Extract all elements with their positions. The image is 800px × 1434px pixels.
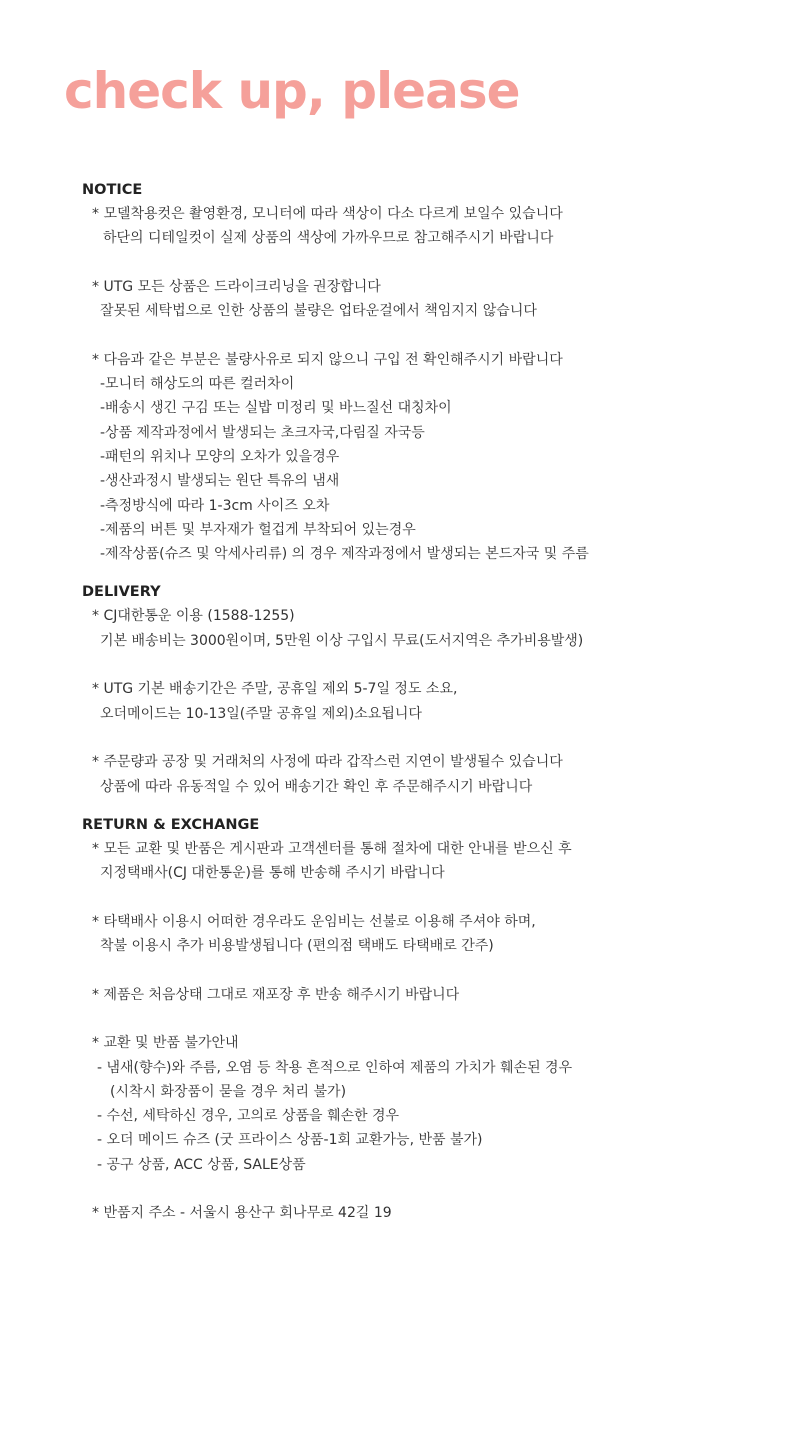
text-line: -패턴의 위치나 모양의 오차가 있을경우: [100, 448, 340, 465]
bullet-item: * 주문량과 공장 및 거래처의 사정에 따라 갑작스런 지연이 발생될수 있습니다: [92, 754, 563, 771]
text-line: 상품에 따라 유동적일 수 있어 배송기간 확인 후 주문해주시기 바랍니다: [100, 778, 533, 795]
section-return-exchange: [0, 813, 800, 1226]
text-line: -측정방식에 따라 1-3cm 사이즈 오차: [100, 497, 330, 514]
bullet-item: * CJ대한통운 이용 (1588-1255): [92, 608, 295, 625]
spacer: [0, 653, 800, 677]
text-line: - 오더 메이드 슈즈 (굿 프라이스 상품-1회 교환가능, 반품 불가): [97, 1132, 483, 1149]
text-line: (시착시 화장품이 묻을 경우 처리 불가): [110, 1083, 347, 1100]
section-delivery: [0, 580, 800, 798]
text-line: -제작상품(슈즈 및 악세사리류) 의 경우 제작과정에서 발생되는 본드자국 및 주름: [100, 546, 589, 563]
bullet-item: * 타택배사 이용시 어떠한 경우라도 운임비는 선불로 이용해 주셔야 하며,: [92, 913, 536, 930]
section-heading: NOTICE: [82, 182, 143, 198]
policy-content: [0, 178, 800, 1226]
text-line: -모니터 해상도의 따른 컬러차이: [100, 376, 295, 393]
bullet-item: * UTG 모든 상품은 드라이크리닝을 권장합니다: [92, 278, 381, 295]
spacer: [0, 726, 800, 750]
spacer: [0, 1177, 800, 1201]
bullet-item: * 모든 교환 및 반품은 게시판과 고객센터를 통해 절차에 대한 안내를 받으신 후: [92, 840, 572, 857]
text-line: -상품 제작과정에서 발생되는 초크자국,다림질 자국등: [100, 424, 425, 441]
spacer: [0, 1007, 800, 1031]
text-line: -제품의 버튼 및 부자재가 헐겁게 부착되어 있는경우: [100, 521, 416, 538]
text-line: 착불 이용시 추가 비용발생됩니다 (편의점 택배도 타택배로 간주): [100, 938, 494, 955]
section-gap: [0, 799, 800, 813]
page-title: check up, please: [64, 62, 520, 120]
text-line: 오더메이드는 10-13일(주말 공휴일 제외)소요됩니다: [100, 705, 422, 722]
bullet-item: * 제품은 처음상태 그대로 재포장 후 반송 해주시기 바랍니다: [92, 986, 460, 1003]
text-line: - 수선, 세탁하신 경우, 고의로 상품을 훼손한 경우: [97, 1108, 400, 1125]
section-gap: [0, 566, 800, 580]
spacer: [0, 251, 800, 275]
section-heading: DELIVERY: [82, 584, 161, 601]
bullet-item: * 다음과 같은 부분은 불량사유로 되지 않으니 구입 전 확인해주시기 바랍니다: [92, 351, 563, 368]
text-line: 기본 배송비는 3000원이며, 5만원 이상 구입시 무료(도서지역은 추가비용발생): [100, 632, 584, 649]
spacer: [0, 958, 800, 982]
bullet-item: * 모델착용컷은 촬영환경, 모니터에 따라 색상이 다소 다르게 보일수 있습니다: [92, 206, 563, 222]
text-line: -생산과정시 발생되는 원단 특유의 냄새: [100, 473, 340, 490]
section-notice: [0, 178, 800, 566]
bullet-item: * UTG 기본 배송기간은 주말, 공휴일 제외 5-7일 정도 소요,: [92, 681, 458, 698]
text-line: 잘못된 세탁법으로 인한 상품의 불량은 업타운걸에서 책임지지 않습니다: [100, 303, 537, 320]
bullet-item: * 반품지 주소 - 서울시 용산구 회나무로 42길 19: [92, 1205, 392, 1222]
bullet-item: * 교환 및 반품 불가안내: [92, 1035, 239, 1052]
text-line: 하단의 디테일컷이 실제 상품의 색상에 가까우므로 참고해주시기 바랍니다: [103, 230, 554, 247]
text-line: -배송시 생긴 구김 또는 실밥 미정리 및 바느질선 대칭차이: [100, 400, 452, 417]
section-heading: RETURN & EXCHANGE: [82, 816, 260, 833]
spacer: [0, 885, 800, 909]
text-line: - 공구 상품, ACC 상품, SALE상품: [97, 1156, 306, 1173]
text-line: - 냄새(향수)와 주름, 오염 등 착용 흔적으로 인하여 제품의 가치가 훼손된 경우: [97, 1059, 573, 1076]
text-line: 지정택배사(CJ 대한통운)를 통해 반송해 주시기 바랍니다: [100, 865, 445, 882]
spacer: [0, 323, 800, 347]
